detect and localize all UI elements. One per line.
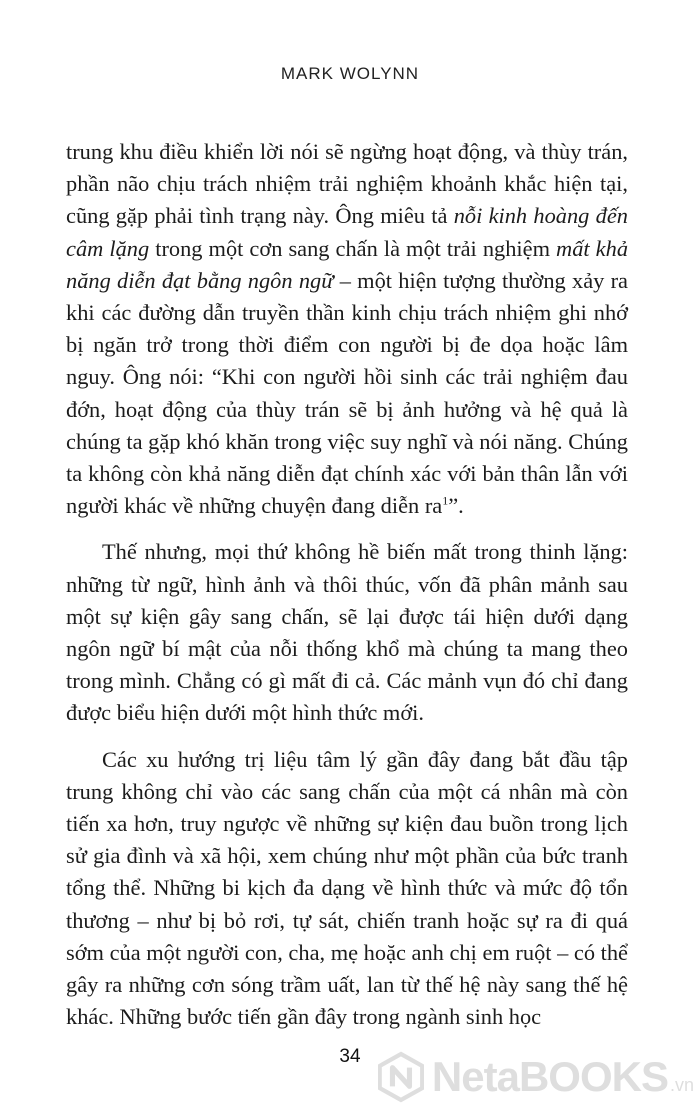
running-header-author: MARK WOLYNN [280, 64, 420, 83]
paragraph-1-text-d: ”. [448, 493, 464, 519]
paragraph-1 [66, 136, 628, 522]
netabooks-logo-icon [378, 1048, 424, 1106]
watermark-brand: NetaBOOKS [431, 1053, 668, 1100]
page-body [66, 136, 628, 1033]
paragraph-2: Thế nhưng, mọi thứ không hề biến mất trong thinh lặng: những từ ngữ, hình ảnh và thôi thúc, vốn đã phân mảnh sau một sự kiện gây sang chấn, sẽ lại được tái hiện dưới dạng ngôn ngữ bí mật của nỗi thống khổ mà chúng ta mang theo trong mình. Chẳng có gì mất đi cả. Các mảnh vụn đó chỉ đang được biểu hiện dưới một hình thức mới. [66, 539, 628, 726]
page-number: 34 [339, 1046, 361, 1067]
paragraph-1-italic-a: nỗi kinh hoàng đến câm lặng [66, 203, 628, 261]
paragraph-1-text-b: trong một cơn sang chấn là một trải nghiệm [149, 235, 557, 261]
paragraph-1-text-a: trung khu điều khiển lời nói sẽ ngừng hoạt động, và thùy trán, phần não chịu trách nhiệm trải nghiệm khoảnh khắc hiện tại, cũng gặp phải tình trạng này. Ông miêu tả [66, 139, 628, 229]
paragraph-1-text-c: – một hiện tượng thường xảy ra khi các đường dẫn truyền thần kinh chịu trách nhiệm ghi nhớ bị ngăn trở trong thời điểm con người bị đe dọa hoặc lâm nguy. Ông nói: “Khi con người hồi sinh các trải nghiệm đau đớn, hoạt động của thùy trán sẽ bị ảnh hưởng và hệ quả là chúng ta gặp khó khăn trong việc suy nghĩ và nói năng. Chúng ta không còn khả năng diễn đạt chính xác với bản thân lẫn với người khác về những chuyện đang diễn ra [66, 267, 628, 519]
netabooks-watermark [378, 1048, 694, 1106]
watermark-tld: .vn [669, 1075, 694, 1095]
paragraph-3: Các xu hướng trị liệu tâm lý gần đây đang bắt đầu tập trung không chỉ vào các sang chấn của một cá nhân mà còn tiến xa hơn, truy ngược về những sự kiện đau buồn trong lịch sử gia đình và xã hội, xem chúng như một phần của bức tranh tổng thể. Những bi kịch đa dạng về hình thức và mức độ tổn thương – như bị bỏ rơi, tự sát, chiến tranh hoặc sự ra đi quá sớm của một người con, cha, mẹ hoặc anh chị em ruột – có thể gây ra những cơn sóng trầm uất, lan từ thế hệ này sang thế hệ khác. Những bước tiến gần đây trong ngành sinh học [66, 746, 628, 1030]
footnote-marker[interactable]: 1 [442, 493, 449, 508]
paragraph-1-italic-b: mất khả năng diễn đạt bằng ngôn ngữ [66, 235, 629, 293]
